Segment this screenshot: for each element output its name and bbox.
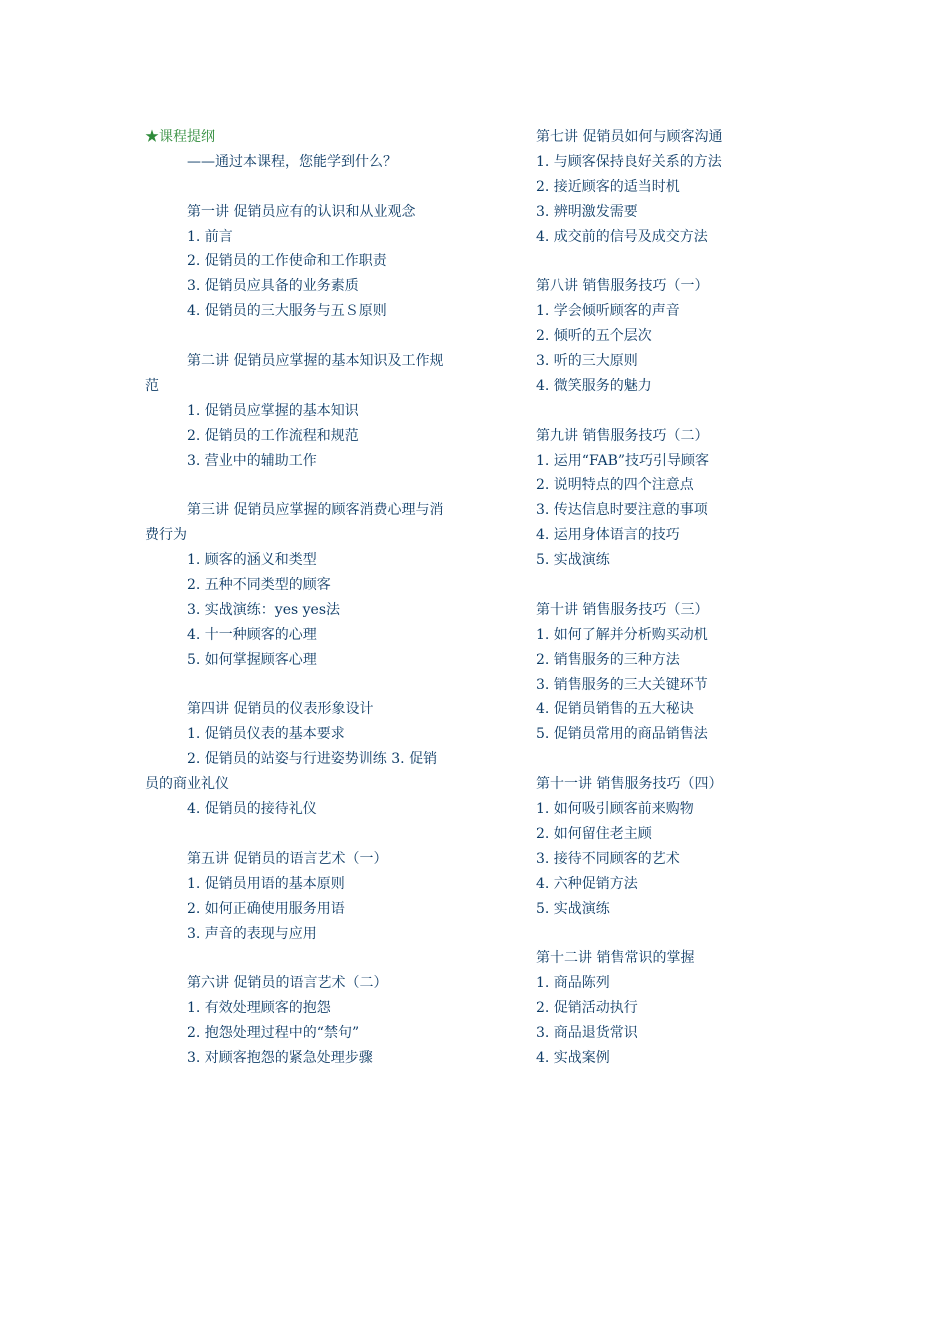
list-item: 4. 六种促销方法 <box>536 875 638 892</box>
list-item: 2. 促销员的工作使命和工作职责 <box>187 253 387 270</box>
list-item: 1. 有效处理顾客的抱怨 <box>187 1000 331 1017</box>
list-item: 2. 接近顾客的适当时机 <box>536 178 680 195</box>
list-item: 2. 如何留住老主顾 <box>536 825 652 842</box>
list-item: 4. 促销员的接待礼仪 <box>187 801 317 818</box>
list-item: 4. 促销员的三大服务与五Ｓ原则 <box>187 303 387 320</box>
list-item: 4. 十一种顾客的心理 <box>187 626 317 643</box>
list-item: 3. 营业中的辅助工作 <box>187 452 317 469</box>
left-column <box>145 125 465 1071</box>
lecture-1-title: 第一讲 促销员应有的认识和从业观念 <box>187 203 416 220</box>
list-item: 4. 运用身体语言的技巧 <box>536 527 680 544</box>
list-item: 3. 声音的表现与应用 <box>187 925 317 942</box>
lecture-8-title: 第八讲 销售服务技巧（一） <box>536 278 709 295</box>
lecture-10-title: 第十讲 销售服务技巧（三） <box>536 601 709 618</box>
list-item: 1. 前言 <box>187 228 233 245</box>
list-item: 2. 如何正确使用服务用语 <box>187 900 345 917</box>
list-item: 1. 与顾客保持良好关系的方法 <box>536 153 722 170</box>
list-item: 1. 促销员应掌握的基本知识 <box>187 402 359 419</box>
list-item: 4. 微笑服务的魅力 <box>536 377 652 394</box>
list-item: 3. 销售服务的三大关键环节 <box>536 676 708 693</box>
list-item: 1. 促销员用语的基本原则 <box>187 875 345 892</box>
list-item: 3. 辨明激发需要 <box>536 203 638 220</box>
list-item: 3. 促销员应具备的业务素质 <box>187 278 359 295</box>
outline-subtitle: ——通过本课程，您能学到什么？ <box>187 153 397 170</box>
list-item: 2. 促销员的站姿与行进姿势训练 3. 促销 <box>187 751 438 768</box>
lecture-2-title-cont: 范 <box>145 377 159 394</box>
outline-heading: ★课程提纲 <box>145 129 215 145</box>
list-item: 4. 成交前的信号及成交方法 <box>536 228 708 245</box>
lecture-12-title: 第十二讲 销售常识的掌握 <box>536 950 695 967</box>
list-item-cont: 员的商业礼仪 <box>145 776 229 793</box>
list-item: 5. 如何掌握顾客心理 <box>187 651 317 668</box>
list-item: 3. 接待不同顾客的艺术 <box>536 850 680 867</box>
lecture-6-title: 第六讲 促销员的语言艺术（二） <box>187 975 388 992</box>
list-item: 2. 促销活动执行 <box>536 1000 638 1017</box>
list-item: 2. 倾听的五个层次 <box>536 328 652 345</box>
list-item: 2. 五种不同类型的顾客 <box>187 577 331 594</box>
list-item: 1. 学会倾听顾客的声音 <box>536 303 680 320</box>
list-item: 5. 实战演练 <box>536 552 610 569</box>
list-item: 1. 如何了解并分析购买动机 <box>536 626 708 643</box>
list-item: 2. 抱怨处理过程中的“禁句” <box>187 1025 360 1042</box>
list-item: 4. 实战案例 <box>536 1049 610 1066</box>
list-item: 3. 实战演练：yes yes法 <box>187 601 341 618</box>
lecture-5-title: 第五讲 促销员的语言艺术（一） <box>187 850 388 867</box>
list-item: 1. 顾客的涵义和类型 <box>187 552 317 569</box>
lecture-3-title-cont: 费行为 <box>145 527 187 544</box>
list-item: 1. 如何吸引顾客前来购物 <box>536 801 694 818</box>
list-item: 5. 实战演练 <box>536 900 610 917</box>
list-item: 1. 促销员仪表的基本要求 <box>187 726 345 743</box>
lecture-4-title: 第四讲 促销员的仪表形象设计 <box>187 701 374 718</box>
list-item: 2. 促销员的工作流程和规范 <box>187 427 359 444</box>
lecture-11-title: 第十一讲 销售服务技巧（四） <box>536 776 723 793</box>
list-item: 1. 运用“FAB”技巧引导顾客 <box>536 452 710 469</box>
list-item: 3. 对顾客抱怨的紧急处理步骤 <box>187 1049 373 1066</box>
lecture-7-title: 第七讲 促销员如何与顾客沟通 <box>536 129 723 145</box>
list-item: 3. 听的三大原则 <box>536 353 638 370</box>
list-item: 4. 促销员销售的五大秘诀 <box>536 701 694 718</box>
list-item: 3. 传达信息时要注意的事项 <box>536 502 708 519</box>
lecture-9-title: 第九讲 销售服务技巧（二） <box>536 427 709 444</box>
list-item: 1. 商品陈列 <box>536 975 610 992</box>
list-item: 2. 说明特点的四个注意点 <box>536 477 694 494</box>
list-item: 3. 商品退货常识 <box>536 1025 638 1042</box>
lecture-2-title: 第二讲 促销员应掌握的基本知识及工作规 <box>187 353 444 370</box>
lecture-3-title: 第三讲 促销员应掌握的顾客消费心理与消 <box>187 502 444 519</box>
star-icon: ★ <box>145 129 159 145</box>
list-item: 5. 促销员常用的商品销售法 <box>536 726 708 743</box>
right-column <box>536 125 796 1071</box>
list-item: 2. 销售服务的三种方法 <box>536 651 680 668</box>
